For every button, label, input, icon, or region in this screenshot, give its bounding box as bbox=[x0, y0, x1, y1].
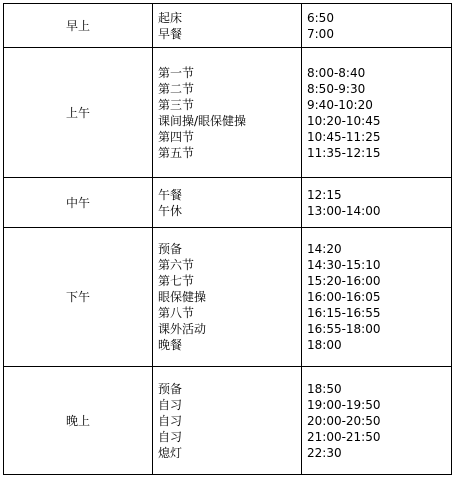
activities-cell bbox=[153, 228, 302, 367]
activity-item: 早餐 bbox=[158, 26, 183, 41]
time-item: 13:00-14:00 bbox=[307, 203, 381, 218]
period-cell bbox=[4, 178, 153, 228]
time-item: 16:15-16:55 bbox=[307, 306, 381, 320]
activity-item: 课外活动 bbox=[158, 322, 207, 336]
times-cell bbox=[302, 178, 452, 228]
period-label: 上午 bbox=[65, 105, 90, 120]
activities-cell bbox=[153, 367, 302, 475]
schedule-row-noon bbox=[4, 178, 452, 228]
schedule-row-morning bbox=[4, 4, 452, 48]
time-item: 20:00-20:50 bbox=[307, 413, 381, 428]
time-item: 9:40-10:20 bbox=[307, 97, 373, 112]
activity-item: 第五节 bbox=[158, 145, 195, 160]
activity-item: 自习 bbox=[158, 397, 183, 412]
period-label: 晚上 bbox=[65, 413, 90, 428]
activity-item: 课间操/眼保健操 bbox=[158, 113, 247, 128]
period-cell bbox=[4, 367, 153, 475]
activity-item: 第八节 bbox=[158, 306, 195, 320]
time-item: 15:20-16:00 bbox=[307, 274, 381, 288]
activity-item: 第二节 bbox=[158, 81, 195, 96]
period-cell bbox=[4, 4, 153, 48]
time-item: 6:50 bbox=[307, 10, 334, 25]
activity-item: 第一节 bbox=[158, 65, 195, 80]
time-item: 14:20 bbox=[307, 242, 342, 256]
period-label: 下午 bbox=[65, 290, 90, 304]
activity-item: 眼保健操 bbox=[158, 290, 207, 304]
period-label: 早上 bbox=[65, 18, 90, 33]
activity-item: 预备 bbox=[158, 242, 183, 256]
time-item: 8:50-9:30 bbox=[307, 81, 366, 96]
period-cell bbox=[4, 228, 153, 367]
activities-cell bbox=[153, 4, 302, 48]
time-item: 18:50 bbox=[307, 381, 342, 396]
schedule-row-afternoon bbox=[4, 228, 452, 367]
activity-item: 自习 bbox=[158, 429, 183, 444]
activity-item: 自习 bbox=[158, 413, 183, 428]
activity-item: 午餐 bbox=[158, 187, 183, 202]
time-item: 18:00 bbox=[307, 338, 342, 352]
activity-item: 起床 bbox=[158, 10, 183, 25]
period-cell bbox=[4, 48, 153, 178]
times-cell bbox=[302, 228, 452, 367]
time-item: 16:00-16:05 bbox=[307, 290, 381, 304]
activity-item: 熄灯 bbox=[158, 445, 183, 460]
times-cell bbox=[302, 4, 452, 48]
times-cell bbox=[302, 48, 452, 178]
time-item: 16:55-18:00 bbox=[307, 322, 381, 336]
activities-cell bbox=[153, 48, 302, 178]
activity-item: 第七节 bbox=[158, 274, 195, 288]
time-item: 10:20-10:45 bbox=[307, 113, 381, 128]
time-item: 8:00-8:40 bbox=[307, 65, 366, 80]
time-item: 10:45-11:25 bbox=[307, 129, 381, 144]
time-item: 14:30-15:10 bbox=[307, 258, 381, 272]
activity-item: 第三节 bbox=[158, 97, 195, 112]
times-cell bbox=[302, 367, 452, 475]
activity-item: 第四节 bbox=[158, 129, 195, 144]
schedule-table bbox=[3, 3, 452, 475]
activity-item: 预备 bbox=[158, 381, 183, 396]
activity-item: 第六节 bbox=[158, 258, 195, 272]
time-item: 19:00-19:50 bbox=[307, 397, 381, 412]
schedule-row-evening bbox=[4, 367, 452, 475]
time-item: 22:30 bbox=[307, 445, 342, 460]
time-item: 7:00 bbox=[307, 26, 334, 41]
schedule-row-forenoon bbox=[4, 48, 452, 178]
activities-cell bbox=[153, 178, 302, 228]
period-label: 中午 bbox=[65, 195, 90, 210]
time-item: 21:00-21:50 bbox=[307, 429, 381, 444]
time-item: 12:15 bbox=[307, 187, 342, 202]
time-item: 11:35-12:15 bbox=[307, 145, 381, 160]
activity-item: 晚餐 bbox=[158, 338, 183, 352]
activity-item: 午休 bbox=[158, 203, 183, 218]
